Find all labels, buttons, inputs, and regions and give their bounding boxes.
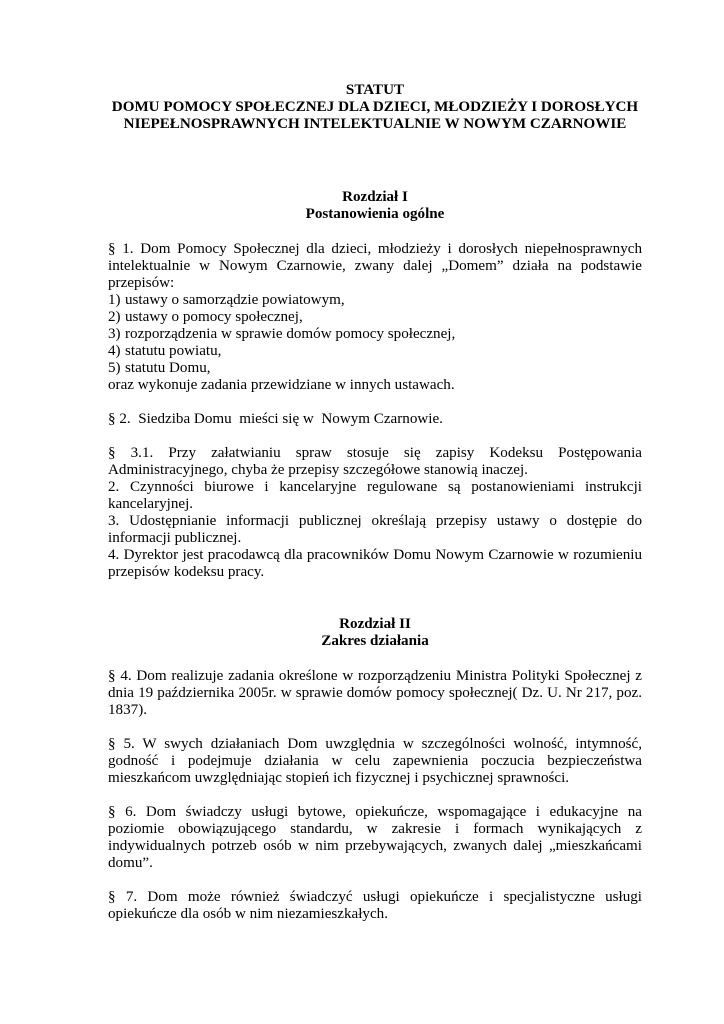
paragraph-3-3: 3. Udostępnianie informacji publicznej określają przepisy ustawy o dostępie do informacji publicznej. bbox=[108, 513, 642, 546]
list-item: 1) ustawy o samorządzie powiatowym, bbox=[108, 292, 345, 308]
chapter-2-number: Rozdział II bbox=[339, 616, 411, 632]
paragraph-3-4: 4. Dyrektor jest pracodawcą dla pracowników Domu Nowym Czarnowie w rozumieniu przepisów kodeksu pracy. bbox=[108, 547, 642, 580]
paragraph-1-outro: oraz wykonuje zadania przewidziane w innych ustawach. bbox=[108, 377, 455, 393]
document-title bbox=[108, 82, 642, 133]
list-item: 2) ustawy o pomocy społecznej, bbox=[108, 309, 303, 325]
title-line-1: STATUT bbox=[345, 82, 405, 98]
paragraph-7: § 7. Dom może również świadczyć usługi opiekuńcze i specjalistyczne usługi opiekuńcze dla osób w nim niezamieszkałych. bbox=[108, 889, 642, 922]
paragraph-4: § 4. Dom realizuje zadania określone w rozporządzeniu Ministra Polityki Społecznej z dnia 19 października 2005r. w sprawie domów pomocy społecznej( Dz. U. Nr 217, poz. 1837). bbox=[108, 668, 642, 718]
list-item: 5) statutu Domu, bbox=[108, 360, 211, 376]
list-item: 3) rozporządzenia w sprawie domów pomocy społecznej, bbox=[108, 326, 456, 342]
paragraph-3-1: § 3.1. Przy załatwianiu spraw stosuje się zapisy Kodeksu Postępowania Administracyjnego, chyba że przepisy szczegółowe stanowią inaczej. bbox=[108, 445, 642, 478]
paragraph-6: § 6. Dom świadczy usługi bytowe, opiekuńcze, wspomagające i edukacyjne na poziomie obowiązującego standardu, w zakresie i formach wynikających z indywidualnych potrzeb osób w nim przebywających, zwanych dalej „mieszkańcami domu”. bbox=[108, 804, 642, 871]
chapter-1-number: Rozdział I bbox=[342, 189, 408, 205]
chapter-1-title: Postanowienia ogólne bbox=[305, 206, 445, 222]
chapter-1-heading bbox=[108, 189, 642, 223]
paragraph-2: § 2. Siedziba Domu mieści się w Nowym Czarnowie. bbox=[108, 411, 443, 427]
chapter-2-heading bbox=[108, 616, 642, 650]
chapter-2-title: Zakres działania bbox=[321, 633, 429, 649]
paragraph-1-intro: § 1. Dom Pomocy Społecznej dla dzieci, młodzieży i dorosłych niepełnosprawnych intelektualnie w Nowym Czarnowie, zwany dalej „Domem” działa na podstawie przepisów: bbox=[108, 241, 642, 291]
paragraph-5: § 5. W swych działaniach Dom uwzględnia w szczególności wolność, intymność, godność i podejmuje działania w celu zapewnienia poczucia bezpieczeństwa mieszkańcom uwzględniając stopień ich fizycznej i psychicznej sprawności. bbox=[108, 736, 642, 786]
list-item: 4) statutu powiatu, bbox=[108, 343, 222, 359]
paragraph-1-list bbox=[108, 292, 642, 377]
title-line-3: NIEPEŁNOSPRAWNYCH INTELEKTUALNIE W NOWYM CZARNOWIE bbox=[123, 116, 627, 132]
paragraph-3-2: 2. Czynności biurowe i kancelaryjne regulowane są postanowieniami instrukcji kancelaryjnej. bbox=[108, 479, 642, 512]
title-line-2: DOMU POMOCY SPOŁECZNEJ DLA DZIECI, MŁODZIEŻY I DOROSŁYCH bbox=[111, 99, 639, 115]
